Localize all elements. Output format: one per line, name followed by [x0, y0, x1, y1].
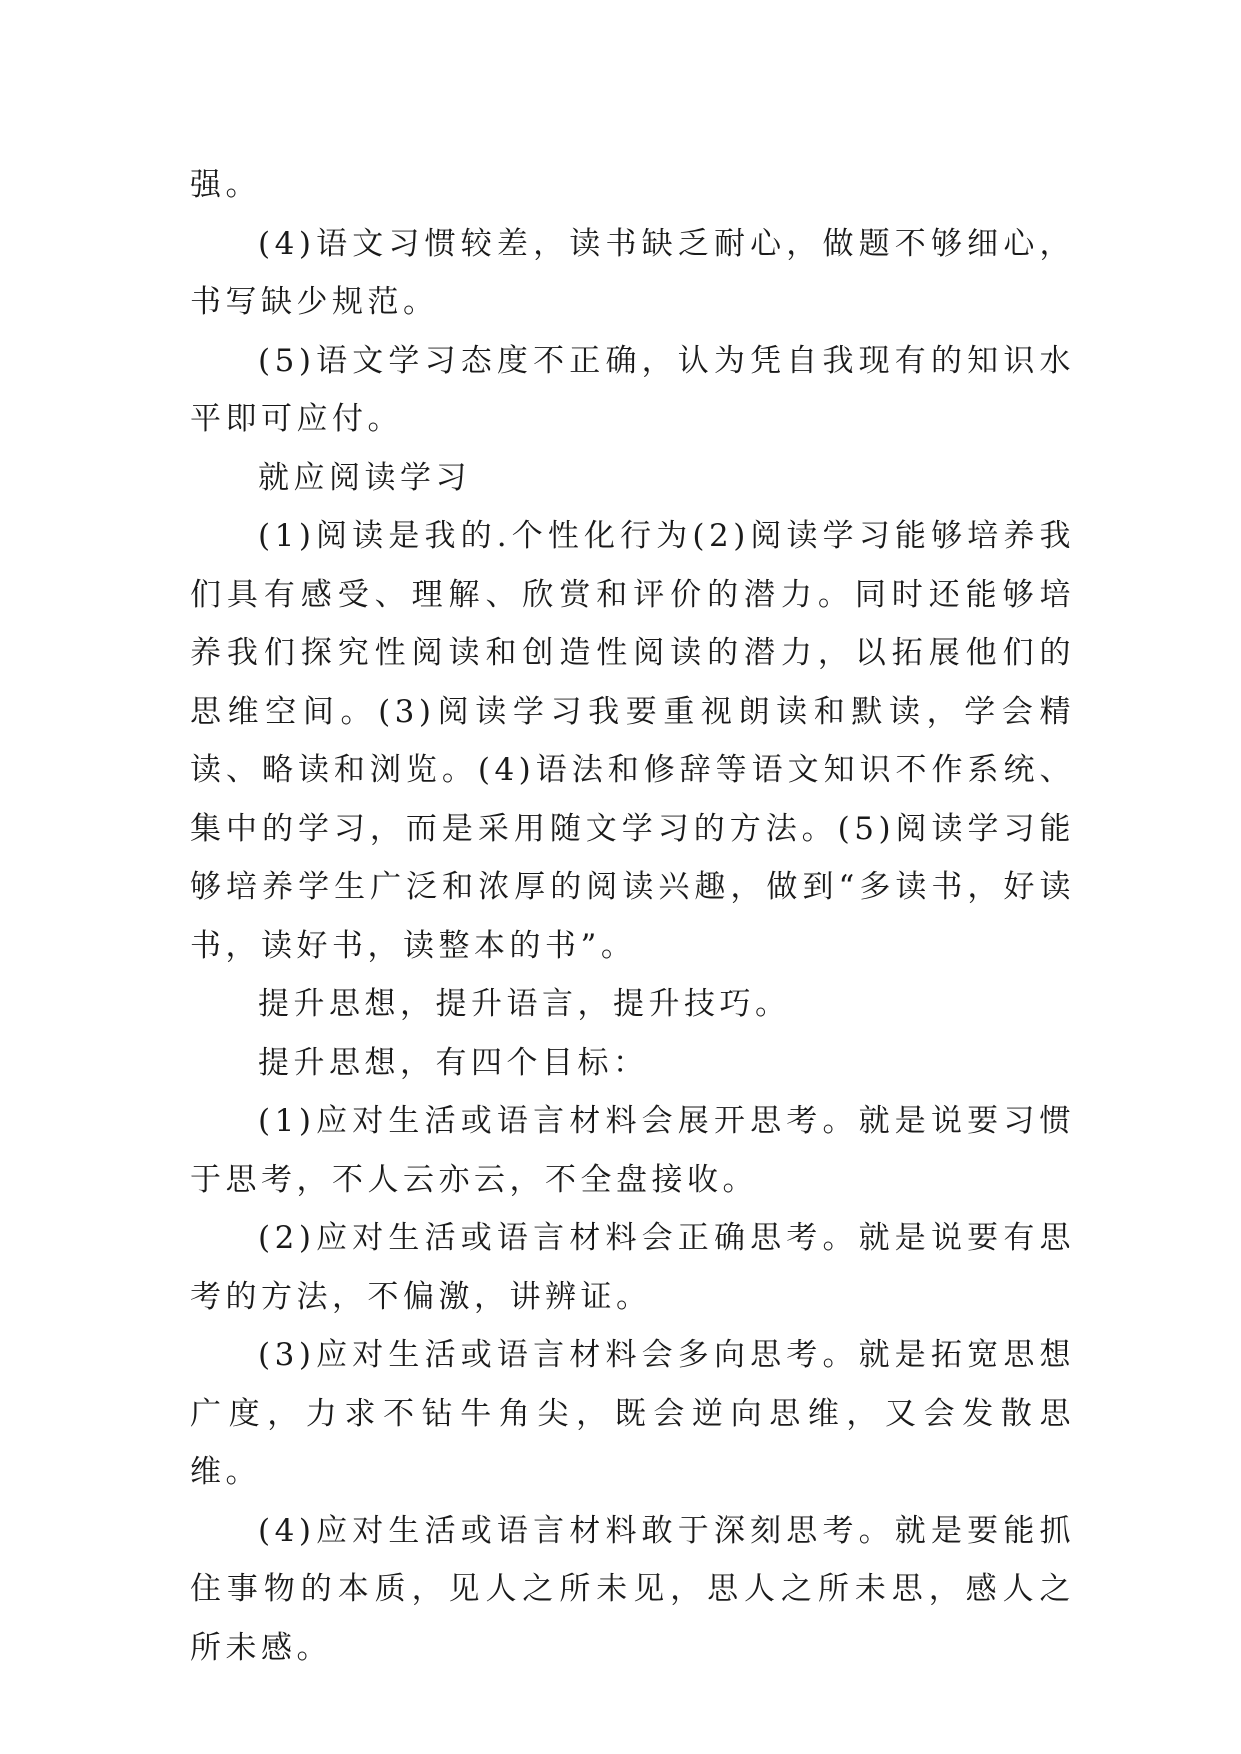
- paragraph-goal-4: (4)应对生活或语言材料敢于深刻思考。就是要能抓住事物的本质，见人之所未见，思人之所未思，感人之所未感。: [190, 1512, 1075, 1666]
- paragraph-item-4: (4)语文习惯较差，读书缺乏耐心，做题不够细心，书写缺少规范。: [190, 225, 1075, 320]
- paragraph-thought-goals-intro: 提升思想，有四个目标：: [258, 1044, 649, 1081]
- paragraph-goal-3: (3)应对生活或语言材料会多向思考。就是拓宽思想广度，力求不钻牛角尖，既会逆向思维，又会发散思维。: [190, 1337, 1075, 1490]
- paragraph-item-5: (5)语文学习态度不正确，认为凭自我现有的知识水平即可应付。: [190, 342, 1075, 437]
- paragraph-improve-summary: 提升思想，提升语言，提升技巧。: [258, 986, 791, 1022]
- paragraph-goal-1: (1)应对生活或语言材料会展开思考。就是说要习惯于思考，不人云亦云，不全盘接收。: [190, 1103, 1075, 1198]
- section-heading-reading: 就应阅读学习: [258, 459, 471, 496]
- paragraph-continuation: 强。: [190, 167, 261, 203]
- document-body: [190, 156, 1075, 1677]
- paragraph-reading-points: (1)阅读是我的.个性化行为(2)阅读学习能够培养我们具有感受、理解、欣赏和评价的潜力。同时还能够培养我们探究性阅读和创造性阅读的潜力，以拓展他们的思维空间。(3)阅读学习我要重视朗读和默读，学会精读、略读和浏览。(4)语法和修辞等语文知识不作系统、集中的学习，而是采用随文学习的方法。(5)阅读学习能够培养学生广泛和浓厚的阅读兴趣，做到“多读书，好读书，读好书，读整本的书”。: [190, 518, 1075, 964]
- paragraph-goal-2: (2)应对生活或语言材料会正确思考。就是说要有思考的方法，不偏激，讲辨证。: [190, 1220, 1075, 1315]
